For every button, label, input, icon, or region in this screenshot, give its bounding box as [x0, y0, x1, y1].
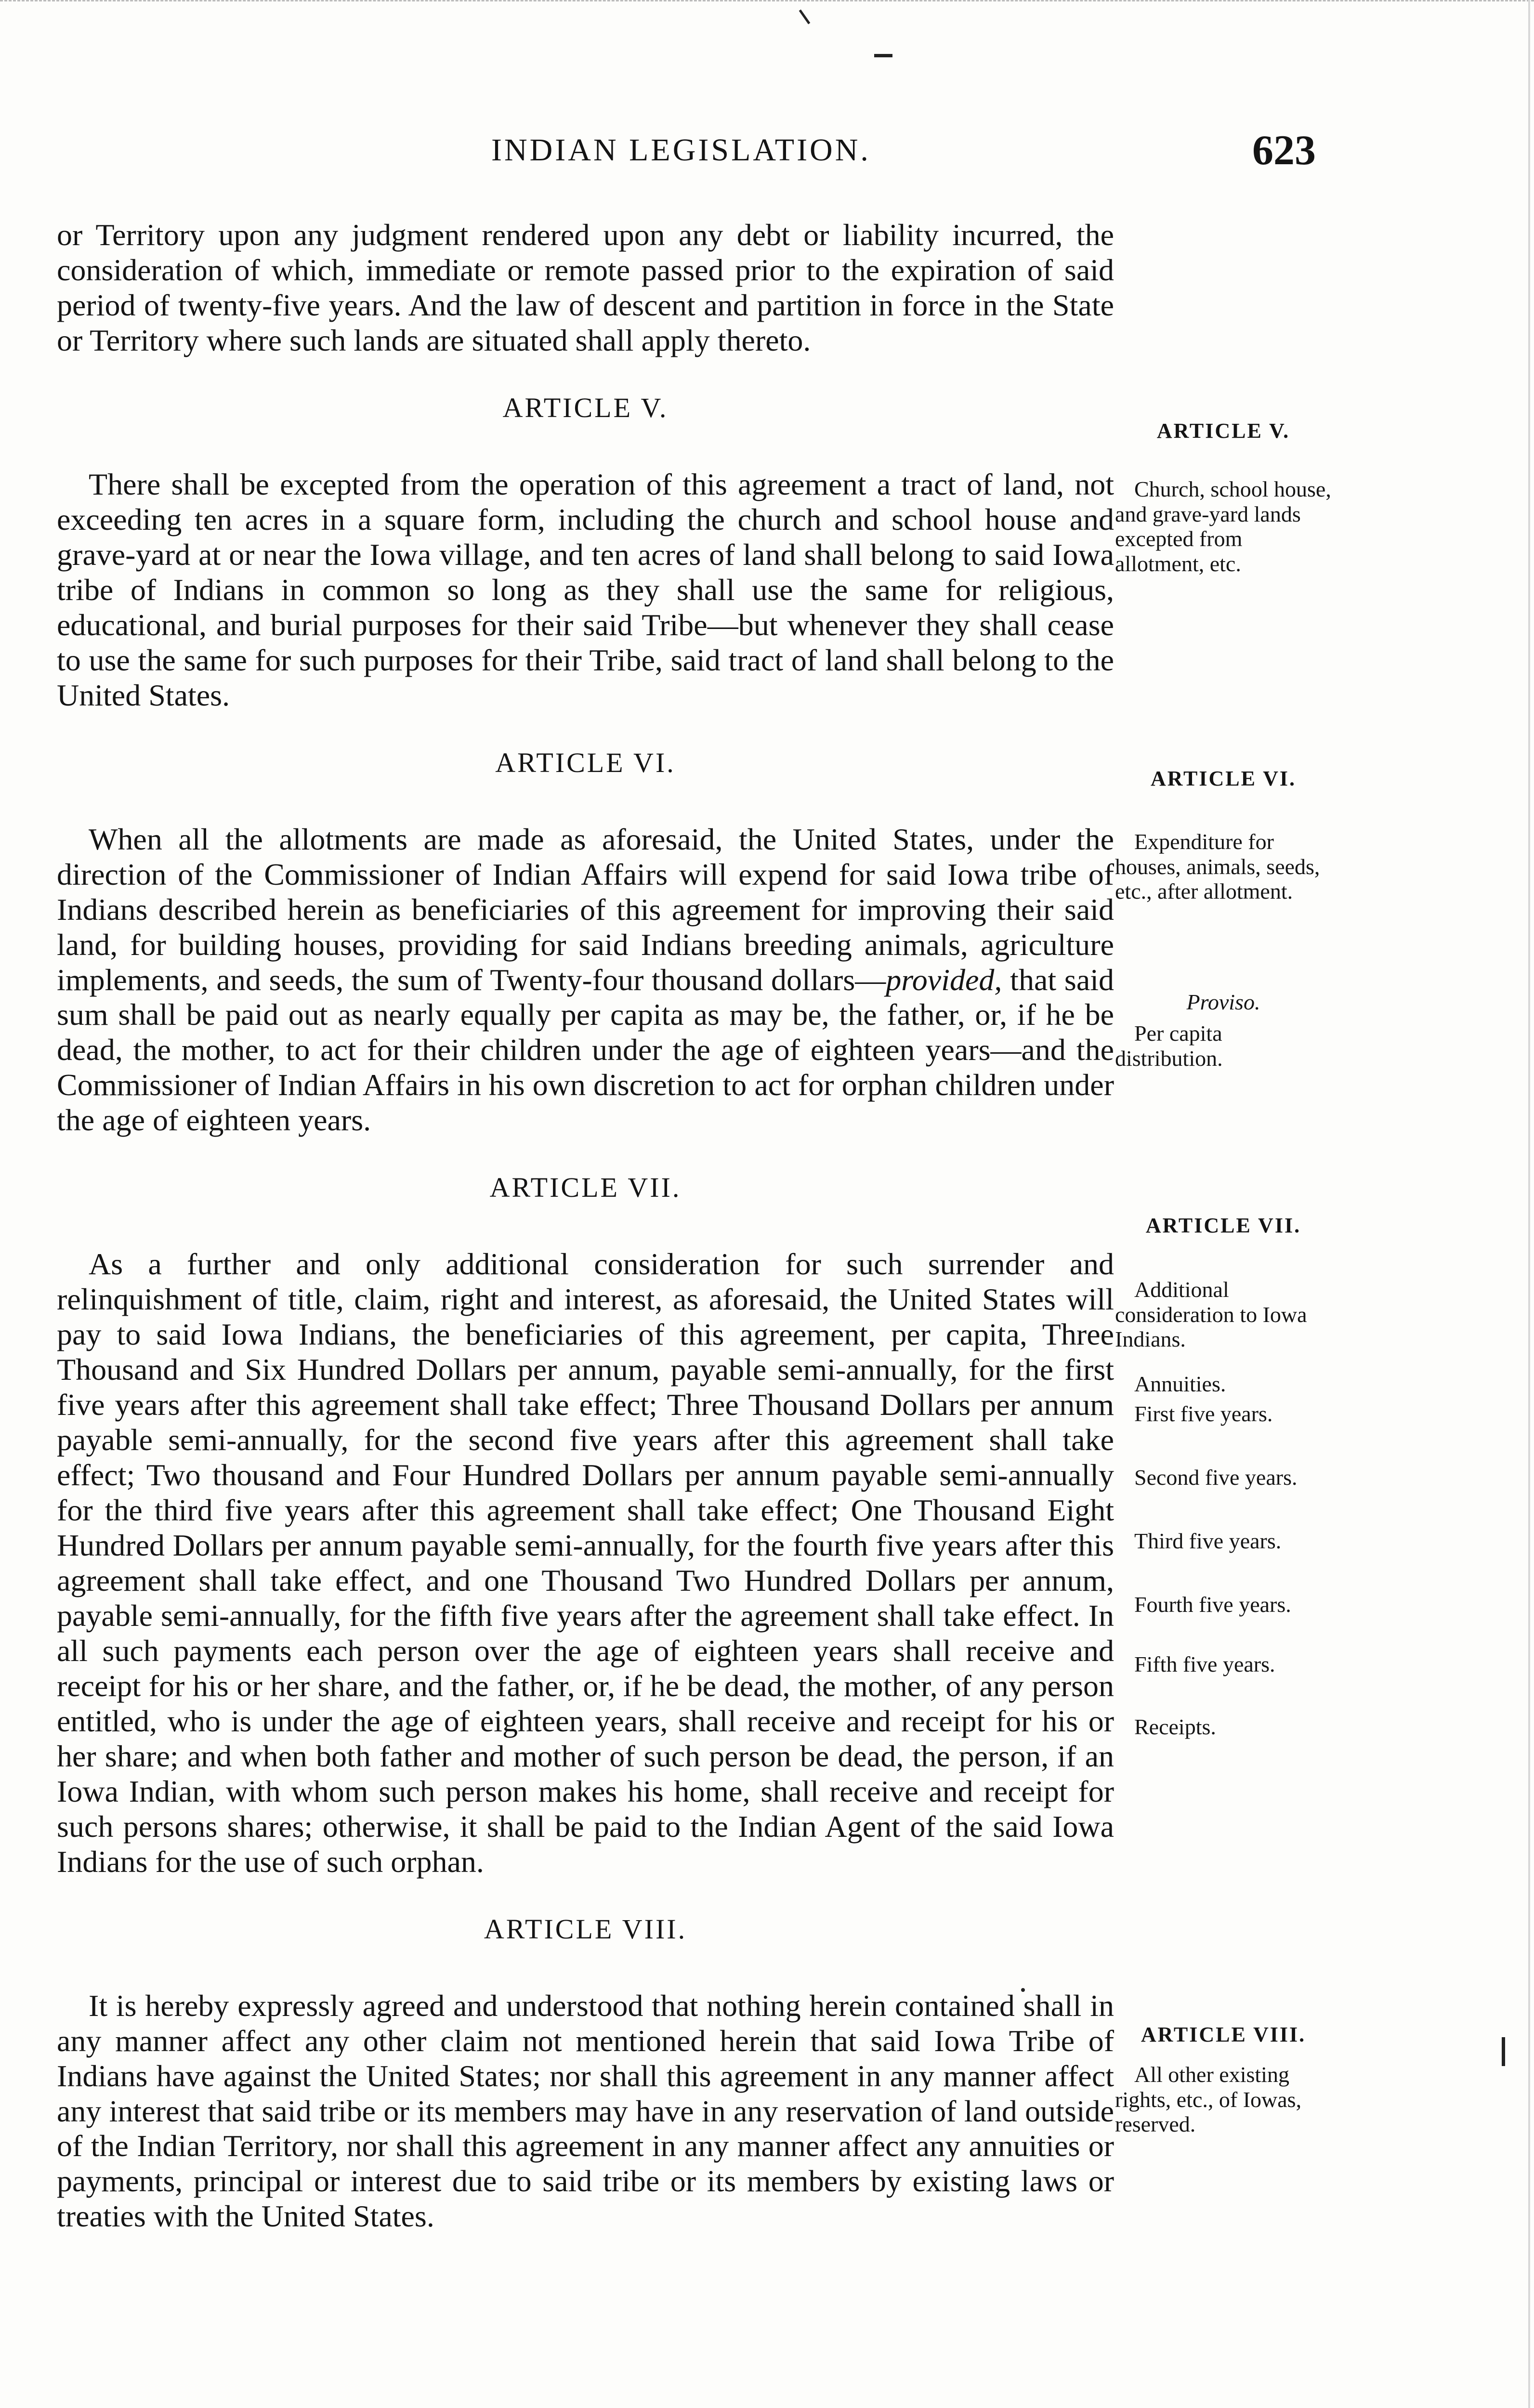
- article-6-text: [57, 822, 1114, 1139]
- article-7-text: As a further and only additional consideration for such surrender and relinquishment of title, claim, right and interest, as aforesaid, the United States will pay to said Iowa Indians, the beneficiaries of this agreement, per capita, Three Thousand and Six Hundred Dollars per annum, payable semi-annually, for the first five years after this agreement shall take effect; Three Thousand Dollars per annum payable semi-annually, for the second five years after this agreement shall take effect; Two thousand and Four Hundred Dollars per annum payable semi-annually for the third five years after this agreement shall take effect; One Thousand Eight Hundred Dollars per annum payable semi-annually, for the fourth five years after this agreement shall take effect, and one Thousand Two Hundred Dollars per annum, payable semi-annually, for the fifth five years after the agreement shall take effect. In all such payments each person over the age of eighteen years shall receive and receipt for his or her share, and the father, or, if he be dead, the mother, of any person entitled, who is under the age of eighteen years, shall receive and receipt for his or her share; and when both father and mother of such person be dead, the person, if an Iowa Indian, with whom such person makes his home, shall receive and receipt for such persons shares; otherwise, it shall be paid to the Indian Agent of the said Iowa Indians for the use of such orphan.: [57, 1247, 1114, 1879]
- margin-note-additional: Additional consideration to Iowa Indians.: [1115, 1277, 1307, 1352]
- article-6-text-part-1: When all the allotments are made as aforesaid, the United States, under the direction of the Commissioner of Indian Affairs will expend for said Iowa tribe of Indians described herein as beneficiaries of this agreement for improving their said land, for building houses, providing for said Indians breeding animals, agriculture implements, and seeds, the sum of Twenty-four thousand dollars—: [57, 822, 1114, 997]
- article-5-heading: ARTICLE V.: [502, 392, 669, 423]
- article-6-text-part-2: that said sum shall be paid out as nearly equally per capita as may be, the father, or, if he be dead, the mother, to act for their children under the age of eighteen years—and the Commissioner of Indian Affairs in his own discretion to act for orphan children under the age of eighteen years.: [57, 962, 1114, 1138]
- continuation-paragraph: or Territory upon any judgment rendered upon any debt or liability incurred, the consideration of which, immediate or remote passed prior to the expiration of said period of twenty-five years. And the law of descent and partition in force in the State or Territory where such lands are situated shall apply thereto.: [57, 218, 1114, 357]
- margin-article-6-head: ARTICLE VI.: [1150, 767, 1297, 790]
- margin-note-other-rights: All other existing rights, etc., of Iowas, reserved.: [1115, 2062, 1302, 2137]
- scan-speck: [874, 54, 892, 57]
- margin-note-second-five: Second five years.: [1134, 1465, 1298, 1490]
- margin-note-fourth-five: Fourth five years.: [1134, 1592, 1291, 1617]
- page-number: 623: [1252, 127, 1316, 174]
- margin-note-fifth-five: Fifth five years.: [1134, 1652, 1275, 1676]
- margin-note-third-five: Third five years.: [1134, 1529, 1282, 1553]
- margin-article-7-head: ARTICLE VII.: [1145, 1214, 1301, 1237]
- margin-note-church-school: Church, school house, and grave-yard lands excepted from allotment, etc.: [1115, 477, 1331, 576]
- article-5-text: There shall be excepted from the operation of this agreement a tract of land, not exceeding ten acres in a square form, including the church and school house and grave-yard at or near the Iowa village, and ten acres of land shall belong to said Iowa tribe of Indians in common so long as they shall use the same for religious, educational, and burial purposes for their said Tribe—but whenever they shall cease to use the same for such purposes for their Tribe, said tract of land shall belong to the United States.: [57, 467, 1114, 712]
- margin-note-proviso: Proviso.: [1186, 990, 1260, 1014]
- margin-note-annuities: Annuities.: [1134, 1372, 1226, 1396]
- margin-note-expenditure: Expenditure for houses, animals, seeds, etc., after allotment.: [1115, 829, 1320, 904]
- main-text-column: [57, 218, 1114, 2234]
- running-head: [0, 126, 1349, 179]
- running-head-title: INDIAN LEGISLATION.: [491, 132, 871, 168]
- margin-article-5-head: ARTICLE V.: [1156, 419, 1290, 443]
- margin-article-8-head: ARTICLE VIII.: [1141, 2023, 1306, 2046]
- article-7-heading: ARTICLE VII.: [489, 1172, 682, 1204]
- margin-note-receipts: Receipts.: [1134, 1714, 1216, 1739]
- scan-speck: [1502, 2037, 1505, 2066]
- scan-speck: [799, 10, 811, 25]
- margin-note-per-capita: Per capita distribution.: [1115, 1021, 1223, 1071]
- article-8-text: It is hereby expressly agreed and understood that nothing herein contained shall in any manner affect any other claim not mentioned herein that said Iowa Tribe of Indians have against the United States; nor shall this agreement in any manner affect any interest that said tribe or its members may have in any reservation of land outside of the Indian Territory, nor shall this agreement in any manner affect any annuities or payments, principal or interest due to said tribe or its members by existing laws or treaties with the United States.: [57, 1988, 1114, 2234]
- proviso-italic: provided,: [886, 962, 1002, 997]
- article-6-heading: ARTICLE VI.: [495, 746, 676, 778]
- margin-note-first-five: First five years.: [1134, 1401, 1273, 1426]
- article-8-heading: ARTICLE VIII.: [484, 1913, 687, 1945]
